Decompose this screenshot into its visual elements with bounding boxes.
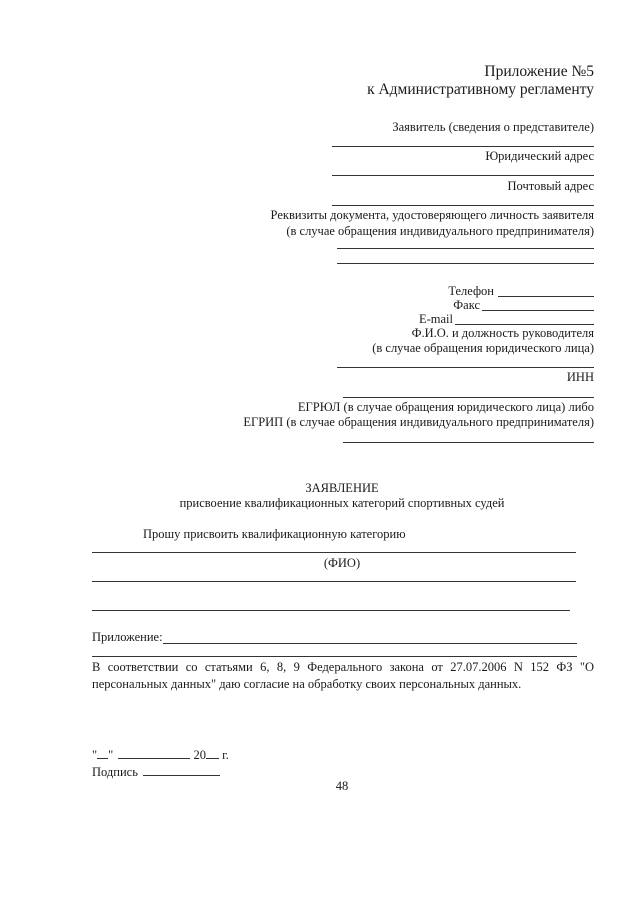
applicant-label: Заявитель (сведения о представителе) xyxy=(392,120,594,134)
id-document-label: Реквизиты документа, удостоверяющего личность заявителя xyxy=(270,208,594,222)
egrul-label: ЕГРЮЛ (в случае обращения юридического лица) либо xyxy=(297,400,594,414)
phone-label: Телефон xyxy=(448,284,494,298)
id-document-note: (в случае обращения индивидуального предпринимателя) xyxy=(286,224,594,238)
postal-address-label: Почтовый адрес xyxy=(507,179,594,193)
date-year-blank xyxy=(206,758,219,759)
statement-subtitle: присвоение квалификационных категорий спортивных судей xyxy=(179,496,505,510)
signature-row xyxy=(92,766,220,779)
fio-line xyxy=(92,581,576,582)
signature-label: Подпись xyxy=(92,765,138,779)
date-day-blank xyxy=(97,758,108,759)
applicant-line xyxy=(332,146,594,147)
postal-address-line xyxy=(332,205,594,206)
inn-label: ИНН xyxy=(566,370,594,384)
email-line xyxy=(455,324,594,325)
legal-address-label: Юридический адрес xyxy=(485,149,594,163)
appendix-number: Приложение №5 xyxy=(484,63,594,80)
date-year-suffix: г. xyxy=(222,748,229,762)
fax-label: Факс xyxy=(453,298,480,312)
egrip-label: ЕГРИП (в случае обращения индивидуального предпринимателя) xyxy=(243,415,594,429)
page-number: 48 xyxy=(335,779,349,793)
fax-line xyxy=(482,310,594,311)
date-year-prefix: 20 xyxy=(193,748,206,762)
fio-label: (ФИО) xyxy=(323,556,361,570)
date-open-quote: " xyxy=(92,748,98,762)
id-document-line-2 xyxy=(337,263,594,264)
head-name-note: (в случае обращения юридического лица) xyxy=(372,341,594,355)
legal-address-line xyxy=(332,175,594,176)
attachment-line-1 xyxy=(163,643,577,644)
fio-extra-line xyxy=(92,610,570,611)
consent-paragraph: В соответствии со статьями 6, 8, 9 Федерального закона от 27.07.2006 N 152 ФЗ "О персональных данных" даю согласие на обработку своих персональных данных. xyxy=(92,660,594,691)
attachment-line-2 xyxy=(92,656,577,657)
id-document-line-1 xyxy=(337,248,594,249)
regulation-reference: к Административному регламенту xyxy=(367,81,594,98)
head-name-label: Ф.И.О. и должность руководителя xyxy=(411,326,594,340)
statement-title: ЗАЯВЛЕНИЕ xyxy=(305,481,379,495)
attachment-label: Приложение: xyxy=(92,630,163,644)
signature-blank xyxy=(143,775,220,776)
egrip-line xyxy=(343,442,594,443)
inn-line xyxy=(343,397,594,398)
email-label: E-mail xyxy=(418,312,453,326)
category-line xyxy=(92,552,576,553)
request-text: Прошу присвоить квалификационную категорию xyxy=(143,527,406,541)
date-month-blank xyxy=(118,758,190,759)
date-close-quote: " xyxy=(108,748,114,762)
date-line-row xyxy=(92,749,229,762)
phone-line xyxy=(498,296,594,297)
head-name-line xyxy=(337,367,594,368)
